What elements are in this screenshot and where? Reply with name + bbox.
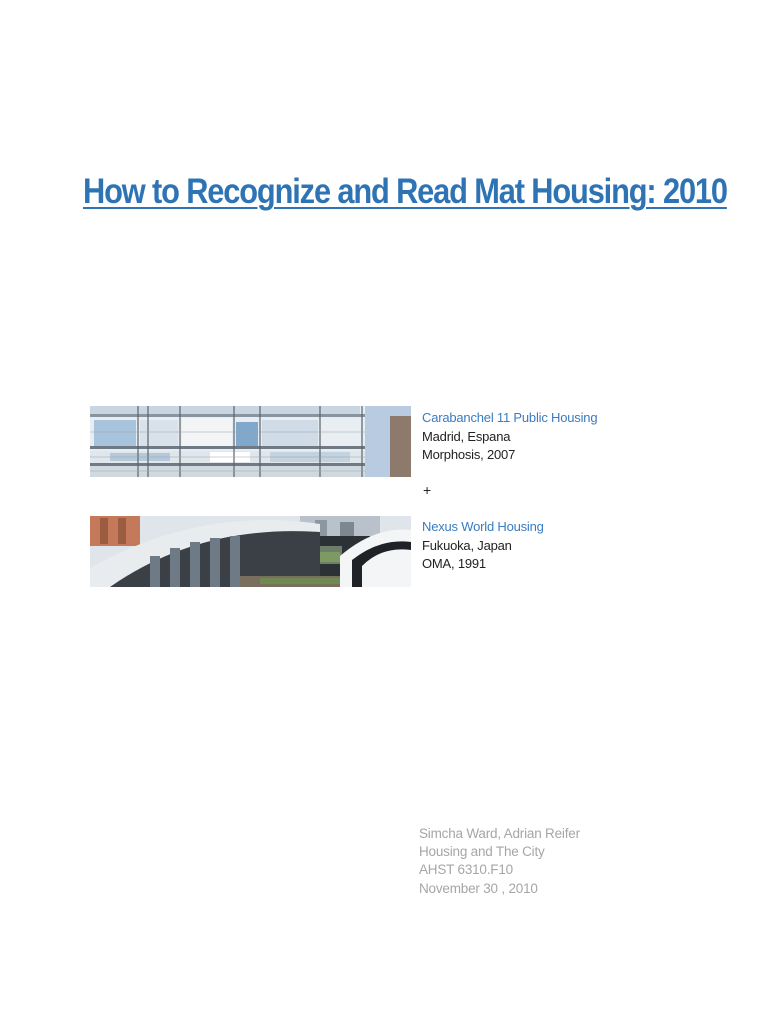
carabanchel-building-image bbox=[90, 406, 411, 477]
nexus-world-photo bbox=[90, 516, 411, 587]
submission-date: November 30 , 2010 bbox=[419, 880, 538, 896]
document-title: How to Recognize and Read Mat Housing: 2010 bbox=[83, 172, 727, 211]
author-block bbox=[419, 825, 580, 898]
project-architect-year: OMA, 1991 bbox=[422, 556, 486, 571]
author-names: Simcha Ward, Adrian Reifer bbox=[419, 826, 580, 841]
project-architect-year: Morphosis, 2007 bbox=[422, 447, 516, 462]
project-caption-carabanchel bbox=[422, 409, 597, 465]
project-name: Nexus World Housing bbox=[422, 519, 544, 534]
project-name: Carabanchel 11 Public Housing bbox=[422, 410, 598, 425]
project-caption-nexus bbox=[422, 518, 544, 574]
carabanchel-photo bbox=[90, 406, 411, 477]
nexus-building-image bbox=[90, 516, 411, 587]
project-location: Madrid, Espana bbox=[422, 428, 511, 444]
project-location: Fukuoka, Japan bbox=[422, 537, 512, 553]
plus-separator: + bbox=[423, 482, 432, 498]
course-code: AHST 6310.F10 bbox=[419, 862, 513, 878]
course-name: Housing and The City bbox=[419, 844, 545, 860]
